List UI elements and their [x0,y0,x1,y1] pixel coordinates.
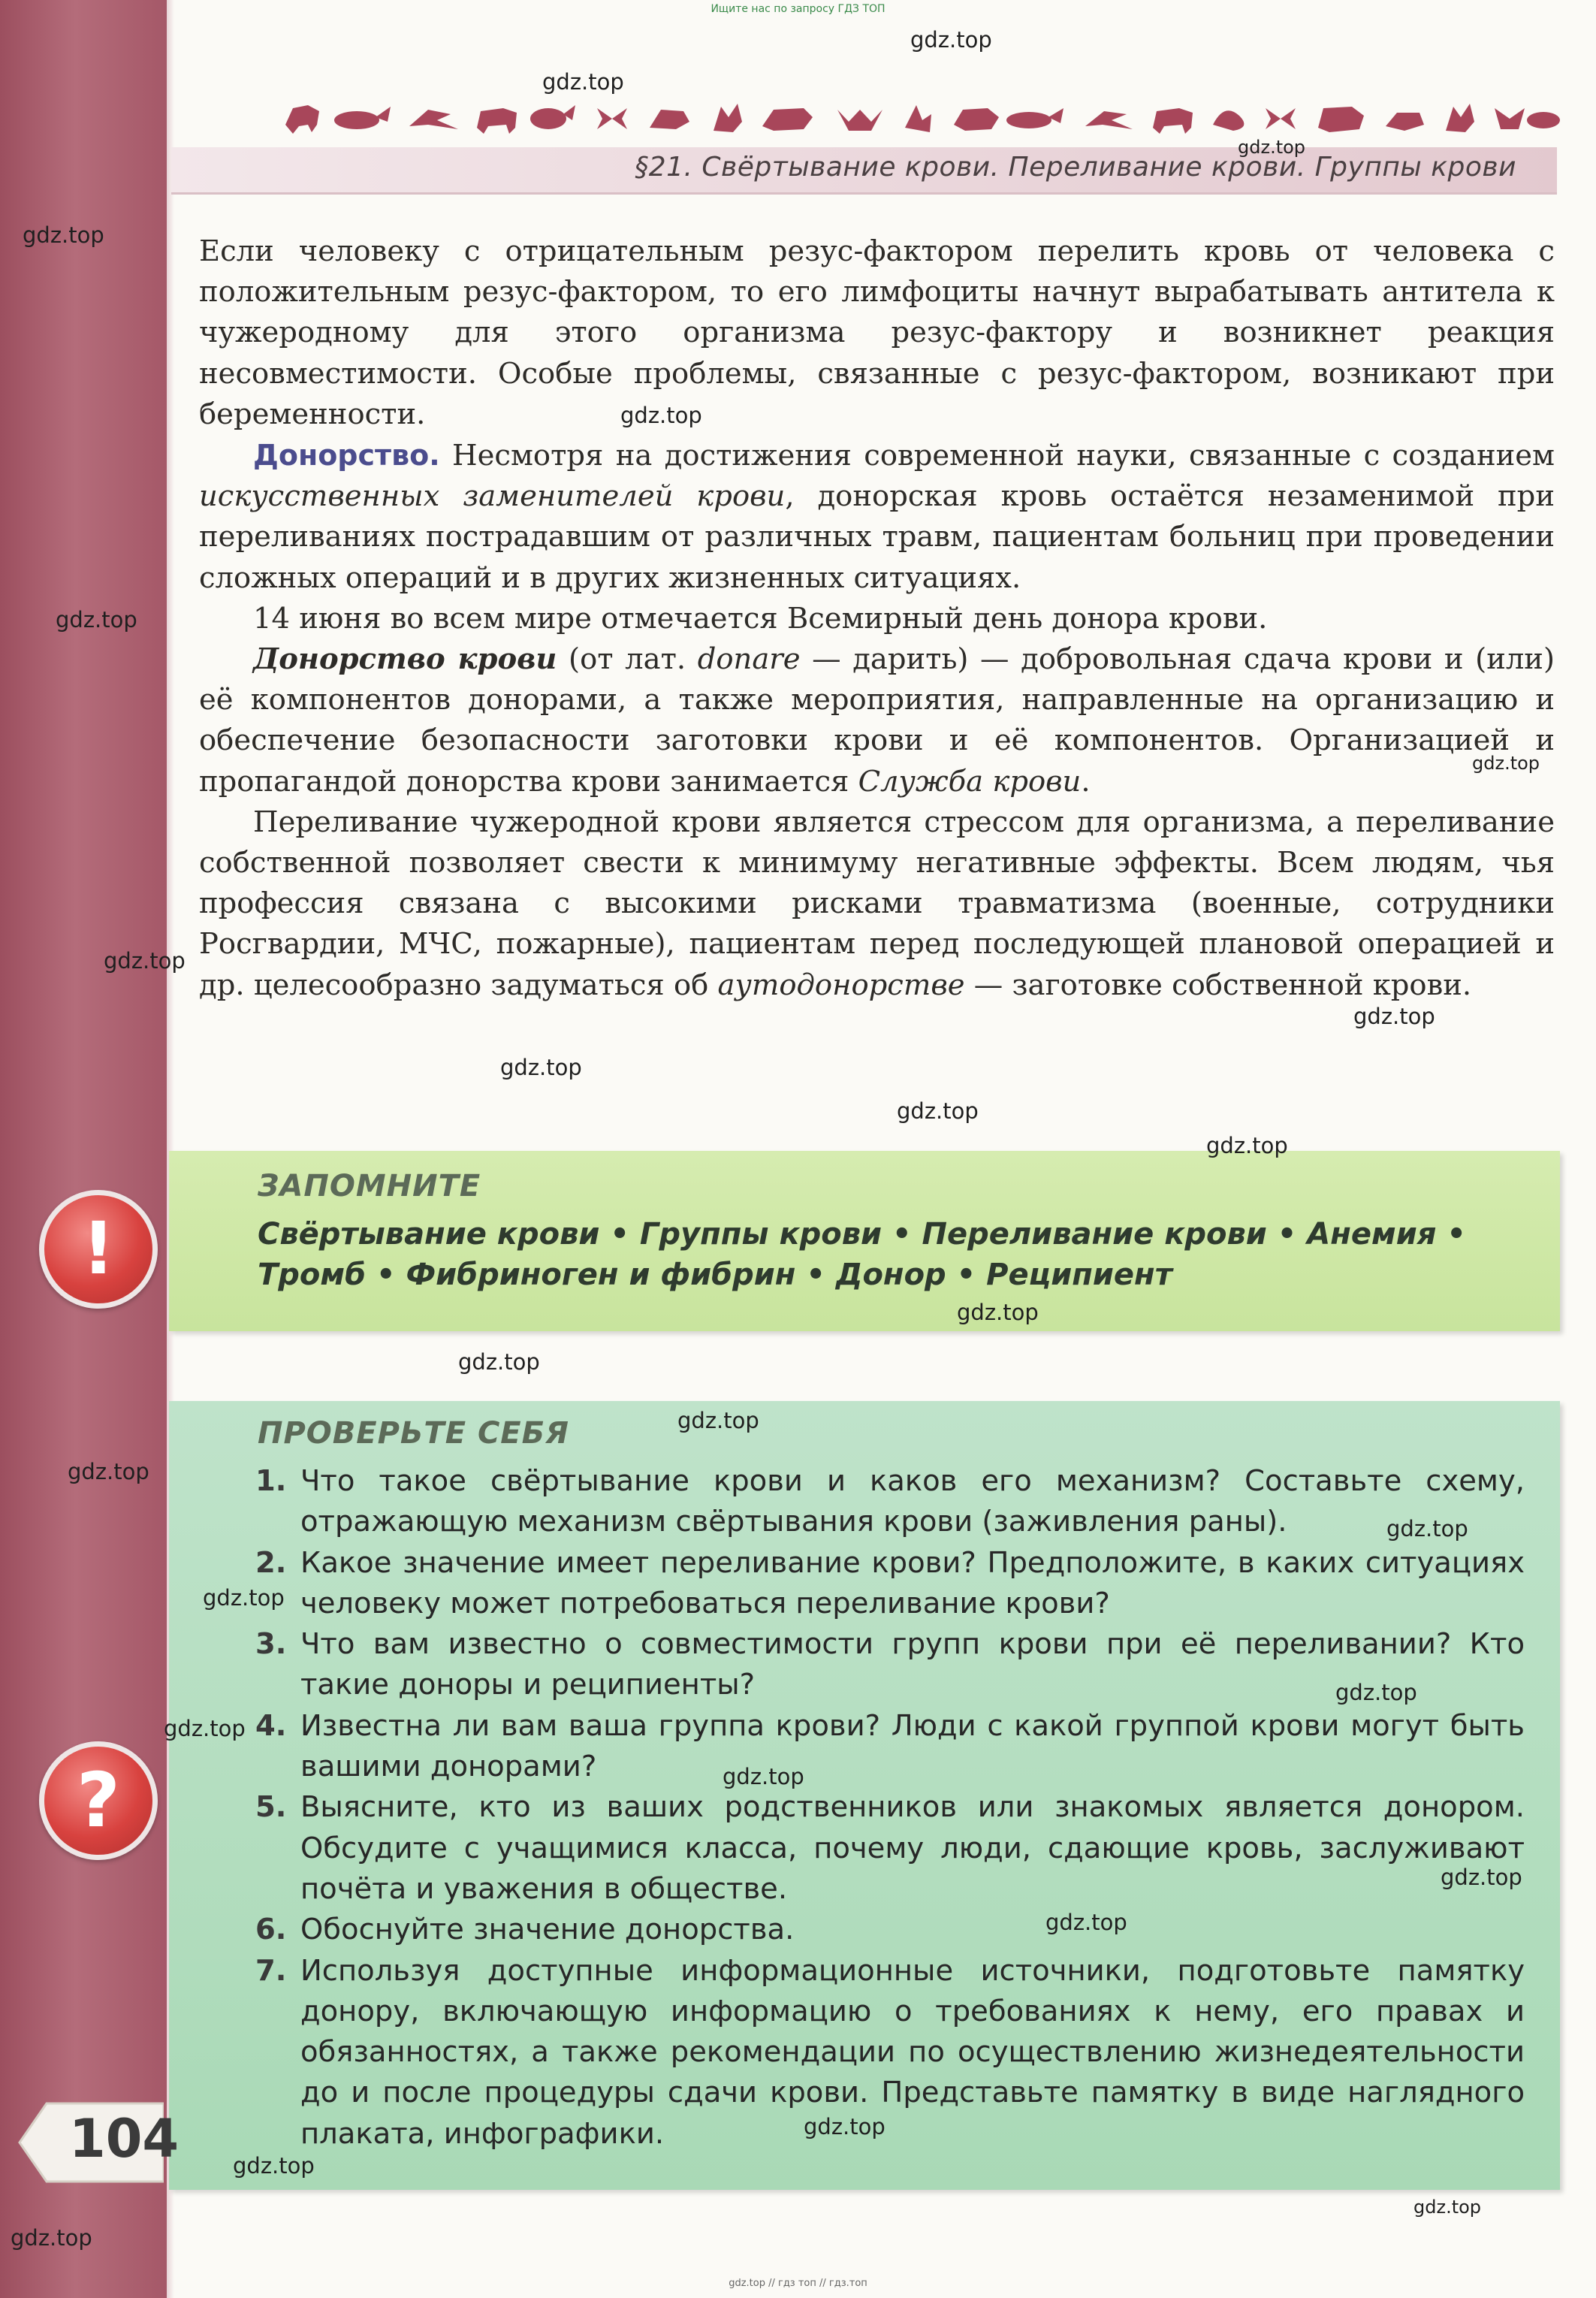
watermark: gdz.top [164,1716,246,1741]
question-item [255,1543,1525,1625]
autodonation-text-b: — заготовке собственной крови. [964,968,1472,1002]
autodonation-text-a: Переливание чужеродной крови является стрессом для организма, а переливание собственной позволяет свести к минимуму негативные эффекты. Всем людям, чья профессия связана с высокими рисками травматизма (военные, сотрудники Росгвардии, МЧС, пожарные), пациентам перед последующей плановой операцией и др. целесообразно задуматься об [199,805,1555,1002]
animal-silhouette-strip [278,95,1562,141]
watermark: gdz.top [910,27,992,53]
paragraph-rh-factor [199,231,1555,435]
check-title: ПРОВЕРЬТЕ СЕБЯ [258,1416,569,1451]
watermark: gdz.top [957,1300,1039,1325]
question-item [255,1461,1525,1543]
question-text: Какое значение имеет переливание крови? Предположите, в каких ситуациях человеку может потребоваться переливание крови? [300,1545,1525,1620]
watermark: gdz.top [723,1764,804,1789]
question-list [255,1461,1525,2155]
bullet-separator: • [892,1217,912,1252]
remember-title: ЗАПОМНИТЕ [258,1169,481,1203]
question-item [255,1624,1525,1706]
definition-text-c: . [1081,764,1091,799]
watermark: gdz.top [1441,1865,1522,1890]
watermark: gdz.top [620,403,702,428]
question-item [255,1951,1525,2155]
paragraph-donor-day [199,599,1555,639]
remember-term: Анемия [1307,1217,1437,1252]
watermark: gdz.top [458,1349,540,1375]
watermark: gdz.top [1472,753,1540,774]
question-item [255,1706,1525,1788]
bullet-separator: • [1447,1217,1466,1252]
question-text: Выясните, кто из ваших родственников или знакомых является донором. Обсудите с учащимися класса, почему люди, сдающие кровь, заслуживают почёта и уважения в обществе. [300,1790,1525,1906]
remember-term: Переливание крови [922,1217,1267,1252]
watermark: gdz.top [1386,1516,1468,1542]
watermark: gdz.top [203,1585,285,1611]
question-number: 5. [255,1790,287,1825]
question-number: 4. [255,1708,287,1743]
watermark: gdz.top [68,1459,149,1484]
paragraph-donor-day-text: 14 июня во всем мире отмечается Всемирный день донора крови. [253,601,1268,636]
watermark: gdz.top [56,607,137,633]
watermark: gdz.top [1206,1133,1288,1158]
question-number: 6. [255,1913,287,1947]
paragraph-autodonation [199,802,1555,1006]
main-text [199,231,1555,1006]
watermark: gdz.top [677,1408,759,1433]
watermark: gdz.top [23,222,104,248]
page-number: 104 [69,2108,180,2170]
remember-term: Группы крови [639,1217,882,1252]
bullet-separator: • [806,1258,825,1292]
definition-text-b: — дарить) — добровольная сдача крови и (или) её компонентов донорами, а также мероприятия, направленные на организацию и обеспечение безопасности заготовки крови и её компонентов. Организацией и пропагандой донорства крови занимается [199,642,1555,799]
question-text: Известна ли вам ваша группа крови? Люди с какой группой крови могут быть вашими донорами? [300,1708,1525,1784]
watermark: gdz.top [1413,2197,1482,2218]
question-text: Используя доступные информационные источники, подготовьте памятку донору, включающую информацию о требованиях к нему, его правах и обязанностях, а также рекомендации по осуществлению жизнедеятельности до и после процедуры сдачи крови. Представьте памятку в виде наглядного плаката, инфографики. [300,1953,1525,2151]
bullet-separator: • [1277,1217,1297,1252]
question-icon: ? [39,1741,158,1860]
top-search-note: Ищите нас по запросу ГДЗ ТОП [711,3,885,15]
watermark: gdz.top [1238,137,1306,158]
question-item [255,1910,1525,1950]
definition-text-a: (от лат. [557,642,698,677]
remember-box [169,1151,1560,1331]
watermark: gdz.top [1045,1910,1127,1935]
watermark: gdz.top [1353,1004,1435,1029]
remember-term: Донор [835,1258,946,1292]
bullet-separator: • [956,1258,976,1292]
bullet-separator: • [610,1217,629,1252]
question-number: 1. [255,1464,287,1498]
remember-term: Реципиент [986,1258,1172,1292]
watermark: gdz.top [542,69,624,95]
watermark: gdz.top [1335,1680,1417,1705]
watermark: gdz.top [104,948,186,974]
italic-blood-service: Служба крови [858,764,1082,799]
question-text: Обоснуйте значение донорства. [300,1913,795,1947]
italic-artificial-substitutes: искусственных заменителей крови [199,479,786,514]
latin-word: donare [697,642,801,677]
check-yourself-box [169,1401,1560,2190]
watermark: gdz.top [804,2114,885,2139]
question-item [255,1787,1525,1910]
exclamation-icon: ! [39,1190,158,1309]
left-sidebar-band [0,0,167,2298]
watermark: gdz.top [500,1055,582,1080]
question-number: 7. [255,1953,287,1988]
italic-autodonation: аутодонорстве [717,968,965,1002]
watermark: gdz.top [233,2153,315,2179]
question-number: 3. [255,1627,287,1662]
paragraph-donation [199,435,1555,599]
question-text: Что вам известно о совместимости групп крови при её переливании? Кто такие доноры и реципиенты? [300,1627,1525,1702]
term-donorstvo: Донорство. [253,439,440,473]
paragraph-donation-text-b: , донорская кровь остаётся незаменимой при переливаниях пострадавшим от различных травм, пациентам больниц при проведении сложных операций и в других жизненных ситуациях. [199,479,1555,595]
bullet-separator: • [376,1258,396,1292]
watermark: gdz.top [11,2225,92,2251]
paragraph-blood-donation-definition [199,639,1555,802]
remember-term: Тромб [258,1258,367,1292]
watermark: gdz.top [897,1098,979,1124]
remember-term: Фибриноген и фибрин [406,1258,796,1292]
paragraph-rh-factor-text: Если человеку с отрицательным резус-фактором перелить кровь от человека с положительным резус-фактором, то его лимфоциты начнут вырабатывать антитела к чужеродному для этого организма резус-фактору и возникнет реакция несовместимости. Особые проблемы, связанные с резус-фактором, возникают при беременности. [199,234,1555,431]
term-blood-donation: Донорство крови [253,642,557,677]
footer-note: gdz.top // гдз топ // гдз.топ [729,2278,867,2289]
remember-term: Свёртывание крови [258,1217,600,1252]
section-title: §21. Свёртывание крови. Переливание крови. Группы крови [635,152,1516,183]
question-number: 2. [255,1545,287,1580]
question-text: Что такое свёртывание крови и каков его механизм? Составьте схему, отражающую механизм свёртывания крови (заживления раны). [300,1464,1525,1539]
paragraph-donation-text-a: Несмотря на достижения современной науки, связанные с созданием [439,439,1555,473]
remember-terms [258,1214,1549,1295]
section-header-bar [171,147,1557,195]
